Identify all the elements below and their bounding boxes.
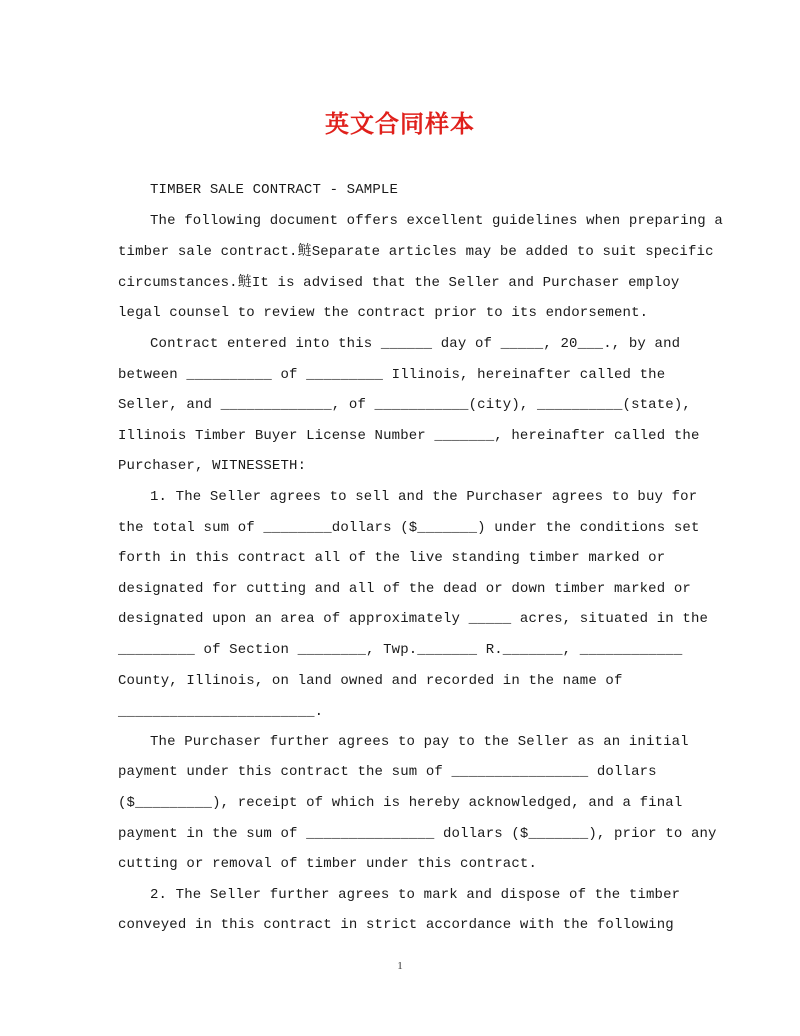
body-line: 2. The Seller further agrees to mark and dispose of the timber: [150, 887, 681, 903]
body-line: payment in the sum of _______________ dollars ($_______), prior to any: [118, 826, 717, 842]
body-line: payment under this contract the sum of ________________ dollars: [118, 764, 657, 780]
body-line: designated upon an area of approximately _____ acres, situated in the: [118, 611, 709, 627]
body-line: Purchaser, WITNESSETH:: [118, 458, 307, 474]
section-heading: TIMBER SALE CONTRACT - SAMPLE: [150, 182, 398, 198]
body-line: legal counsel to review the contract prior to its endorsement.: [118, 305, 649, 321]
body-line: circumstances.鲢It is advised that the Seller and Purchaser employ: [118, 275, 680, 291]
body-line: cutting or removal of timber under this contract.: [118, 856, 538, 872]
body-line: County, Illinois, on land owned and recorded in the name of: [118, 673, 623, 689]
document-title: 英文合同样本: [325, 109, 475, 138]
body-line: Illinois Timber Buyer License Number _______, hereinafter called the: [118, 428, 700, 444]
body-line: The Purchaser further agrees to pay to the Seller as an initial: [150, 734, 689, 750]
body-line: Seller, and _____________, of ___________(city), __________(state),: [118, 397, 691, 413]
body-line: conveyed in this contract in strict accordance with the following: [118, 917, 674, 933]
body-line: between __________ of _________ Illinois, hereinafter called the: [118, 367, 666, 383]
body-line: The following document offers excellent guidelines when preparing a: [150, 213, 723, 229]
body-line: _________ of Section ________, Twp._______ R._______, ____________: [118, 642, 683, 658]
body-line: 1. The Seller agrees to sell and the Purchaser agrees to buy for: [150, 489, 698, 505]
body-line: ($_________), receipt of which is hereby acknowledged, and a final: [118, 795, 683, 811]
body-line: timber sale contract.鲢Separate articles may be added to suit specific: [118, 244, 714, 260]
body-line: designated for cutting and all of the dead or down timber marked or: [118, 581, 691, 597]
body-line: forth in this contract all of the live standing timber marked or: [118, 550, 666, 566]
page-number: 1: [397, 960, 403, 972]
body-line: Contract entered into this ______ day of _____, 20___., by and: [150, 336, 681, 352]
body-line: _______________________.: [118, 704, 324, 720]
body-line: the total sum of ________dollars ($_______) under the conditions set: [118, 520, 700, 536]
